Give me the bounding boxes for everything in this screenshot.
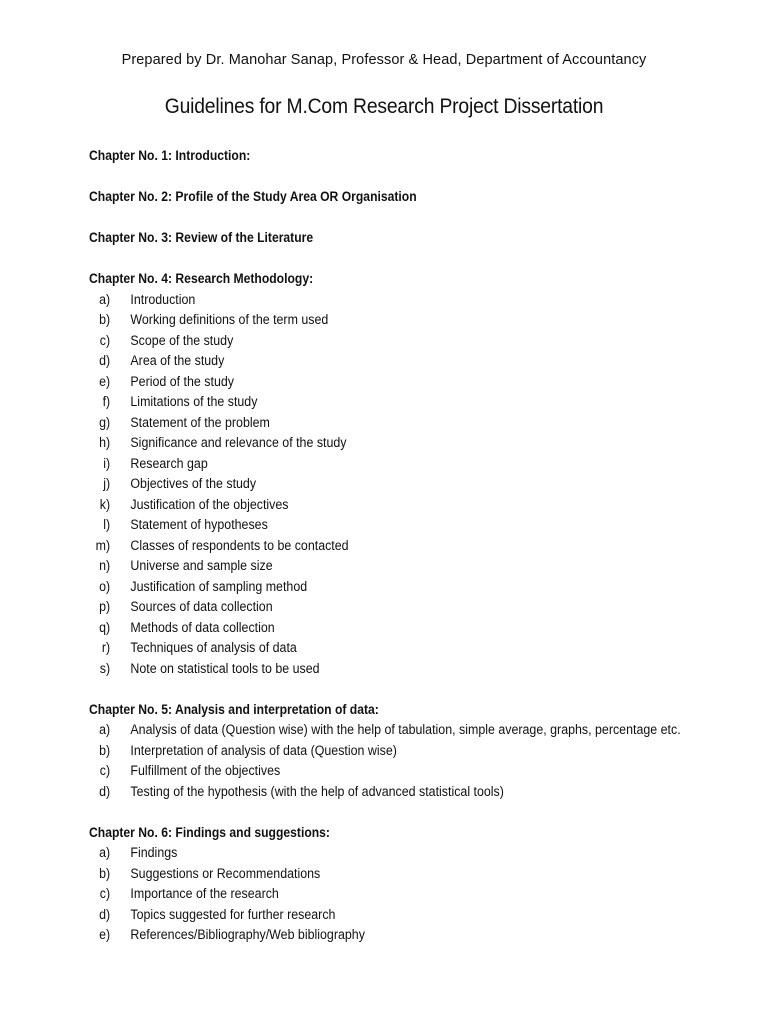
chapter-heading: Chapter No. 3: Review of the Literature <box>89 230 314 245</box>
list-item-marker: a) <box>99 845 111 860</box>
chapter-section <box>89 187 749 208</box>
list-item-marker: p) <box>99 599 111 614</box>
list-item-text: Limitations of the study <box>130 394 258 409</box>
chapter-section <box>89 228 749 249</box>
list-item-marker: j) <box>103 476 111 491</box>
list-item <box>89 556 696 577</box>
list-item-marker: n) <box>99 558 111 573</box>
list-item-text: Working definitions of the term used <box>130 312 329 327</box>
chapter-section <box>89 269 749 679</box>
list-item <box>89 720 696 741</box>
list-item-marker: c) <box>99 332 111 348</box>
list-item-marker: c) <box>99 763 111 778</box>
list-item <box>89 638 696 659</box>
list-item-marker: l) <box>103 517 111 532</box>
list-item-marker: c) <box>99 886 111 901</box>
list-item-text: Universe and sample size <box>130 558 273 573</box>
list-item-text: Methods of data collection <box>130 619 275 635</box>
list-item-marker: b) <box>99 865 111 881</box>
list-item-text: Significance and relevance of the study <box>130 435 347 450</box>
list-item-text: Area of the study <box>130 353 225 368</box>
list-item-text: Interpretation of analysis of data (Question wise) <box>130 742 397 758</box>
chapter-heading: Chapter No. 6: Findings and suggestions: <box>89 824 330 840</box>
list-item <box>89 597 696 618</box>
chapter-section <box>89 700 749 803</box>
list-item-text: Analysis of data (Question wise) with the help of tabulation, simple average, graphs, percentage etc. <box>130 722 681 737</box>
list-item-marker: s) <box>99 660 111 676</box>
list-item <box>89 843 696 864</box>
chapter-list <box>89 146 749 966</box>
list-item-marker: a) <box>99 722 111 737</box>
list-item-text: Testing of the hypothesis (with the help of advanced statistical tools) <box>130 783 504 799</box>
list-item-text: Scope of the study <box>130 332 234 348</box>
list-item-text: Suggestions or Recommendations <box>130 865 321 881</box>
list-item-marker: f) <box>102 394 111 409</box>
list-item-text: Justification of the objectives <box>130 496 289 512</box>
chapter-section <box>89 823 749 946</box>
list-item-text: Introduction <box>130 291 196 307</box>
list-item-marker: e) <box>99 927 111 942</box>
list-item-marker: i) <box>103 455 111 471</box>
list-item-marker: e) <box>99 373 111 389</box>
list-item <box>89 782 696 803</box>
list-item <box>89 925 696 946</box>
list-item <box>89 659 696 680</box>
list-item <box>89 577 696 598</box>
list-item-text: Topics suggested for further research <box>130 906 336 922</box>
list-item <box>89 331 696 352</box>
chapter-heading: Chapter No. 5: Analysis and interpretation of data: <box>89 701 379 717</box>
list-item <box>89 392 696 413</box>
list-item-text: Techniques of analysis of data <box>130 640 297 655</box>
list-item <box>89 290 696 311</box>
list-item <box>89 905 696 926</box>
list-item-marker: g) <box>99 414 111 430</box>
list-item-marker: o) <box>99 578 111 594</box>
list-item <box>89 495 696 516</box>
list-item <box>89 515 696 536</box>
list-item-marker: q) <box>99 619 111 635</box>
list-item-marker: d) <box>99 353 111 368</box>
list-item-marker: b) <box>99 312 111 327</box>
list-item <box>89 372 696 393</box>
list-item-text: Note on statistical tools to be used <box>130 660 320 676</box>
chapter-heading: Chapter No. 2: Profile of the Study Area OR Organisation <box>89 189 417 204</box>
list-item-text: Statement of the problem <box>130 414 270 430</box>
list-item-marker: k) <box>99 496 111 512</box>
list-item <box>89 454 696 475</box>
list-item-marker: m) <box>95 537 111 553</box>
list-item-text: Research gap <box>130 455 208 471</box>
list-item-text: Findings <box>130 845 178 860</box>
list-item-text: Importance of the research <box>130 886 279 901</box>
list-item-marker: r) <box>101 640 111 655</box>
list-item <box>89 741 696 762</box>
list-item-text: Sources of data collection <box>130 599 273 614</box>
list-item-marker: b) <box>99 742 111 758</box>
list-item <box>89 761 696 782</box>
list-item-marker: d) <box>99 783 111 799</box>
document-header: Prepared by Dr. Manohar Sanap, Professor & Head, Department of Accountancy <box>121 52 647 68</box>
list-item-text: References/Bibliography/Web bibliography <box>130 927 365 942</box>
list-item <box>89 618 696 639</box>
list-item <box>89 864 696 885</box>
chapter-heading: Chapter No. 4: Research Methodology: <box>89 271 314 286</box>
list-item-marker: d) <box>99 906 111 922</box>
list-item <box>89 884 696 905</box>
document-title: Guidelines for M.Com Research Project Dissertation <box>164 95 604 118</box>
list-item-marker: a) <box>99 291 111 307</box>
list-item-text: Statement of hypotheses <box>130 517 268 532</box>
list-item <box>89 413 696 434</box>
list-item <box>89 351 696 372</box>
chapter-heading: Chapter No. 1: Introduction: <box>89 148 251 163</box>
list-item <box>89 474 696 495</box>
list-item-text: Classes of respondents to be contacted <box>130 537 349 553</box>
list-item-text: Justification of sampling method <box>130 578 308 594</box>
chapter-section <box>89 146 749 167</box>
list-item-text: Period of the study <box>130 373 234 389</box>
list-item <box>89 310 696 331</box>
list-item-text: Objectives of the study <box>130 476 257 491</box>
list-item-marker: h) <box>99 435 111 450</box>
list-item <box>89 536 696 557</box>
list-item <box>89 433 696 454</box>
list-item-text: Fulfillment of the objectives <box>130 763 281 778</box>
